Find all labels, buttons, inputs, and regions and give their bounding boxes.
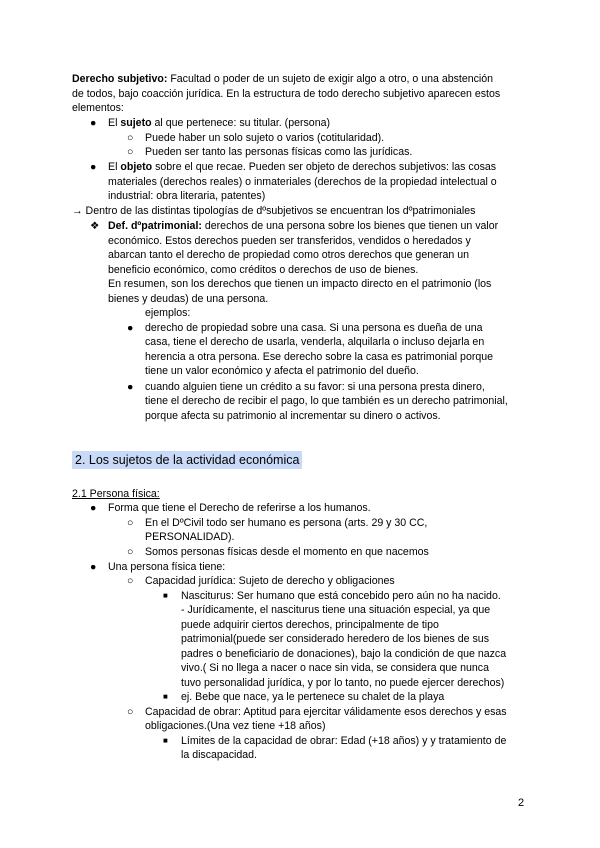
term-sujeto: sujeto — [120, 117, 152, 129]
text: El — [108, 161, 121, 173]
example-2-line: tiene el derecho de recibir el pago, lo que también es un derecho patrimonial, — [145, 395, 508, 407]
list-item-line: materiales (derechos reales) o inmateriales (derechos de la propiedad intelectual o — [108, 176, 497, 188]
bullet-circle-icon: ○ — [127, 575, 134, 587]
list-item-objeto — [108, 160, 496, 174]
example-1-line: herencia a otra persona. Ese derecho sobre la casa es patrimonial porque — [145, 351, 494, 363]
text: al que pertenece: su titular. (persona) — [151, 117, 331, 129]
definition-line: abarcan tanto el derecho de propiedad como otros derechos que generan un — [108, 249, 470, 261]
nasciturus-line: tuvo personalidad jurídica, y por lo tanto, no puede ejercer derechos) — [181, 677, 505, 689]
example-1-line: casa, tiene el derecho de usarla, venderla, alquilarla o incluso dejarla en — [145, 336, 485, 348]
bullet-circle-icon: ○ — [127, 517, 134, 529]
nasciturus-line: vivo.( Si no llega a nacer o nace sin vida, se considera que nunca — [181, 662, 489, 674]
example-1-line: tiene un valor económico y afecta el patrimonio del dueño. — [145, 365, 419, 377]
list-item: Una persona física tiene: — [108, 561, 226, 573]
paragraph-text: Facultad o poder de un sujeto de exigir algo a otro, o una abstención — [167, 73, 494, 85]
list-item-sub: Capacidad de obrar: Aptitud para ejercitar válidamente esos derechos y esas — [145, 706, 507, 718]
list-item-sub: Capacidad jurídica: Sujeto de derecho y obligaciones — [145, 575, 395, 587]
nasciturus-line: padres o beneficiario de donaciones), bajo la condición de que nazca — [181, 648, 507, 660]
nasciturus-line: - Jurídicamente, el nasciturus tiene una situación especial, ya que — [181, 604, 491, 616]
definition-patrimonial — [108, 219, 498, 233]
definition-line: bienes y deudas) de una persona. — [108, 293, 269, 305]
list-item-sub: Somos personas físicas desde el momento en que nacemos — [145, 546, 429, 558]
bullet-square-icon: ■ — [163, 591, 168, 600]
bullet-circle-icon: ○ — [127, 146, 134, 158]
term-objeto: objeto — [120, 161, 153, 173]
section-heading: 2. Los sujetos de la actividad económica — [72, 451, 302, 469]
nasciturus-line: puede adquirir ciertos derechos, principalmente de tipo — [181, 619, 439, 631]
list-item: Forma que tiene el Derecho de referirse a los humanos. — [108, 502, 371, 514]
nasciturus-line: patrimonial(puede ser considerado heredero de los bienes de sus — [181, 633, 489, 645]
example-1-line: derecho de propiedad sobre una casa. Si una persona es dueña de una — [145, 322, 483, 334]
term-derecho-subjetivo: Derecho subjetivo: — [72, 73, 168, 85]
bullet-dot-icon: ● — [90, 561, 97, 573]
list-item-sub: En el DºCivil todo ser humano es persona (arts. 29 y 30 CC, — [145, 517, 428, 529]
text: El — [108, 117, 121, 129]
bullet-circle-icon: ○ — [127, 132, 134, 144]
list-item-sub: Pueden ser tanto las personas físicas como las jurídicas. — [145, 146, 413, 158]
diamond-bullet-icon: ❖ — [90, 220, 100, 232]
term-def-patrimonial: Def. dºpatrimonial: — [108, 220, 202, 232]
bullet-square-icon: ■ — [163, 692, 168, 701]
list-item-line: industrial: obra literaria, patentes) — [108, 190, 266, 202]
definition-line: beneficio económico, como créditos o derechos de uso de bienes. — [108, 264, 419, 276]
bullet-circle-icon: ○ — [127, 546, 134, 558]
paragraph-line: de todos, bajo coacción jurídica. En la estructura de todo derecho subjetivo aparecen estos — [72, 88, 501, 100]
list-item-sub: Puede haber un solo sujeto o varios (cotitularidad). — [145, 132, 385, 144]
arrow-note: → Dentro de las distintas tipologías de dºsubjetivos se encuentran los dºpatrimoniales — [72, 205, 476, 217]
bullet-dot-icon: ● — [127, 322, 134, 334]
bullet-dot-icon: ● — [127, 381, 134, 393]
bullet-dot-icon: ● — [90, 117, 97, 129]
list-item-sub: PERSONALIDAD). — [145, 531, 235, 543]
nasciturus-line: Nasciturus: Ser humano que está concebido pero aún no ha nacido. — [181, 590, 501, 602]
paragraph-line: elementos: — [72, 102, 124, 114]
list-item-sujeto — [108, 116, 330, 130]
definition-line: económico. Estos derechos pueden ser transferidos, vendidos o heredados y — [108, 235, 471, 247]
list-item-sub: obligaciones.(Una vez tiene +18 años) — [145, 720, 326, 732]
text: derechos de una persona sobre los bienes que tienen un valor — [201, 220, 499, 232]
bullet-square-icon: ■ — [163, 736, 168, 745]
example-2-line: porque afecta su patrimonio al incrementar su dinero o activos. — [145, 410, 441, 422]
page-number: 2 — [518, 797, 525, 809]
bullet-dot-icon: ● — [90, 161, 97, 173]
text: sobre el que recae. Pueden ser objeto de derechos subjetivos: las cosas — [152, 161, 497, 173]
limits-line: la discapacidad. — [181, 749, 257, 761]
limits-line: Límites de la capacidad de obrar: Edad (+18 años) y y tratamiento de — [181, 735, 507, 747]
definition-line: En resumen, son los derechos que tienen un impacto directo en el patrimonio (los — [108, 278, 492, 290]
examples-label: ejemplos: — [145, 307, 191, 319]
subsection-heading: 2.1 Persona física: — [72, 488, 160, 500]
bullet-circle-icon: ○ — [127, 706, 134, 718]
bullet-dot-icon: ● — [90, 502, 97, 514]
example-line: ej. Bebe que nace, ya le pertenece su chalet de la playa — [181, 691, 445, 703]
paragraph-derecho-subjetivo-line-1 — [72, 72, 493, 86]
example-2-line: cuando alguien tiene un crédito a su favor: si una persona presta dinero, — [145, 381, 485, 393]
